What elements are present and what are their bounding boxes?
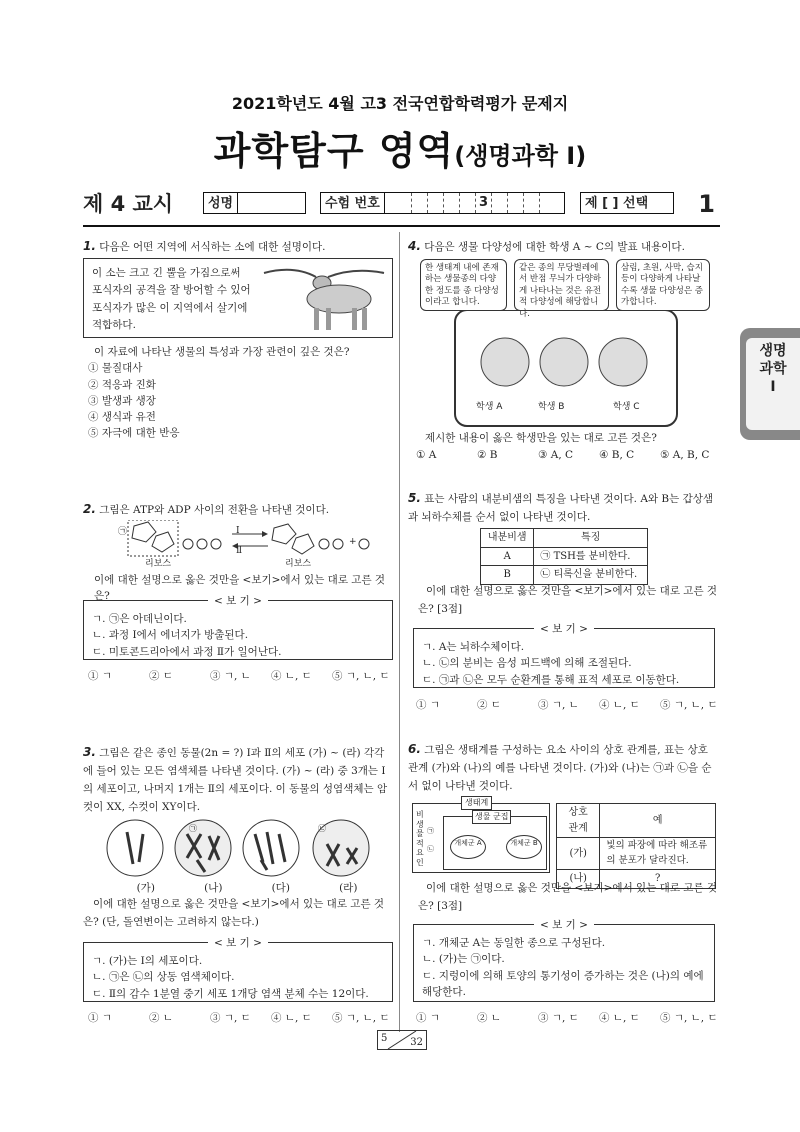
q4-bubble-c: 삼림, 초원, 사막, 습지 등이 다양하게 나타날수록 생물 다양성은 증가합니다.	[616, 259, 710, 311]
exam-number-digit: 3	[476, 193, 492, 213]
q2-answer-2[interactable]: ② ㄷ	[149, 670, 173, 682]
student-c-label: 학생 C	[613, 402, 640, 412]
q1-choice-4[interactable]: ④ 생식과 유전	[88, 411, 156, 424]
column-divider	[399, 232, 400, 1032]
q3-answer-2[interactable]: ② ㄴ	[149, 1012, 173, 1024]
q1-choice-3[interactable]: ③ 발생과 생장	[88, 394, 156, 407]
q2-bogi-box	[83, 595, 393, 660]
q3-bogi-title: < 보 기 >	[208, 937, 268, 949]
q4-number: 4.	[408, 239, 421, 253]
q4-answers	[416, 447, 721, 463]
q2-bogi-3: ㄷ. 미토콘드리아에서 과정 Ⅱ가 일어난다.	[92, 645, 282, 658]
q5-th-2: 특징	[534, 529, 648, 548]
q6-mark-2: ㉡	[427, 845, 434, 853]
q5-r2-c1: B	[481, 566, 534, 585]
q4-answer-5[interactable]: ⑤ A, B, C	[660, 449, 710, 461]
question-2	[83, 500, 393, 519]
q6-r1-c1: (가)	[557, 838, 600, 870]
q1-choice-1[interactable]: ① 물질대사	[88, 362, 143, 375]
q3-bogi-3: ㄷ. Ⅱ의 감수 1분열 중기 세포 1개당 염색 분체 수는 12이다.	[92, 987, 369, 1000]
q1-body	[88, 344, 393, 442]
cell-label-da: (다)	[271, 882, 290, 894]
q3-answer-1[interactable]: ① ㄱ	[88, 1012, 112, 1024]
q5-answer-4[interactable]: ④ ㄴ, ㄷ	[599, 699, 640, 711]
q6-bogi-2: ㄴ. (가)는 ㉠이다.	[422, 953, 505, 966]
atp-circled-mark: ㉠	[118, 527, 128, 537]
page-number: 1	[698, 190, 715, 218]
q6-answer-3[interactable]: ③ ㄱ, ㄷ	[538, 1012, 579, 1024]
abiotic-label: 비생물적 요인	[416, 810, 424, 867]
q6-r1-c2: 빛의 파장에 따라 해조류의 분포가 달라진다.	[600, 838, 716, 870]
population-b: 개체군 B	[506, 835, 542, 859]
q2-answers	[88, 668, 393, 684]
q5-bogi-2: ㄴ. ㉡의 분비는 음성 피드백에 의해 조절된다.	[422, 657, 632, 670]
q6-answer-5[interactable]: ⑤ ㄱ, ㄴ, ㄷ	[660, 1012, 718, 1024]
q3-cell-labels	[112, 880, 382, 896]
population-a: 개체군 A	[450, 835, 486, 859]
question-6	[408, 739, 720, 796]
q5-question: 이에 대한 설명으로 옳은 것만을 <보기>에서 있는 대로 고른 것은? [3점]	[418, 585, 718, 615]
q3-stem: 그림은 같은 종인 동물(2n = ?) Ⅰ과 Ⅱ의 세포 (가) ~ (라) 각각에 들어 있는 모든 염색체를 나타낸 것이다. (가) ~ (라) 중 3개는 Ⅰ의 세포이고, 나머지 1개는 Ⅱ의 세포이다. 이 동물의 성염색체는 암컷이 XX, 수컷이 XY이다.	[83, 747, 388, 813]
q2-answer-1[interactable]: ① ㄱ	[88, 670, 112, 682]
q3-mark-2: ㉡	[318, 824, 326, 833]
q4-answer-2[interactable]: ② B	[477, 449, 498, 461]
q6-stem: 그림은 생태계를 구성하는 요소 사이의 상호 관계를, 표는 상호 관계 (가)와 (나)의 예를 나타낸 것이다. (가)와 (나)는 ㉠과 ㉡을 순서 없이 나타낸 것이다.	[408, 744, 712, 792]
q3-question: 이에 대한 설명으로 옳은 것만을 <보기>에서 있는 대로 고른 것은? (단, 돌연변이는 고려하지 않는다.)	[83, 898, 385, 928]
process-1-label: Ⅰ	[236, 526, 240, 536]
community-label: 생물 군집	[472, 810, 511, 824]
q4-bubble-a: 한 생태계 내에 존재하는 생물종의 다양한 정도를 종 다양성이라고 합니다.	[420, 259, 507, 311]
elective-choice-label: 제 [ ] 선택	[585, 196, 649, 211]
q5-bogi-box	[413, 623, 715, 688]
process-2-label: Ⅱ	[236, 546, 243, 556]
q6-answer-2[interactable]: ② ㄴ	[477, 1012, 501, 1024]
exam-number-field[interactable]	[320, 192, 565, 214]
q5-th-1: 내분비샘	[481, 529, 534, 548]
q5-answer-5[interactable]: ⑤ ㄱ, ㄴ, ㄷ	[660, 699, 718, 711]
q4-answer-4[interactable]: ④ B, C	[599, 449, 635, 461]
ecosystem-diagram	[412, 798, 550, 873]
exam-title: 2021학년도 4월 고3 전국연합학력평가 문제지	[231, 94, 569, 113]
q3-answers	[88, 1010, 393, 1026]
q5-number: 5.	[408, 491, 421, 505]
student-b-label: 학생 B	[538, 402, 565, 412]
header-rule	[83, 225, 720, 227]
q6-answer-4[interactable]: ④ ㄴ, ㄷ	[599, 1012, 640, 1024]
q1-choice-2[interactable]: ② 적응과 진화	[88, 378, 156, 391]
q5-table	[480, 528, 648, 585]
q6-bogi-title: < 보 기 >	[534, 919, 594, 931]
q3-mark-1: ㉠	[189, 824, 197, 833]
q3-bogi-box	[83, 937, 393, 1002]
subject-area: 과학탐구 영역	[213, 129, 455, 173]
cow-illustration	[254, 263, 389, 335]
subject-name: (생명과학 Ⅰ)	[454, 142, 587, 170]
chromosome-cells-figure	[105, 818, 375, 880]
side-tab-line1: 생명	[759, 343, 787, 359]
page-total: 32	[410, 1037, 423, 1048]
q3-answer-4[interactable]: ④ ㄴ, ㄷ	[271, 1012, 312, 1024]
q6-r2-c1: (나)	[557, 870, 600, 889]
q6-answer-1[interactable]: ① ㄱ	[416, 1012, 440, 1024]
q4-question: 제시한 내용이 옳은 학생만을 있는 대로 고른 것은?	[425, 432, 657, 444]
q3-bogi-2: ㄴ. ㉠은 ㉡의 상동 염색체이다.	[92, 971, 235, 984]
main-title	[0, 122, 800, 181]
q1-info-box	[83, 258, 393, 338]
q2-number: 2.	[83, 502, 96, 516]
q5-answer-2[interactable]: ② ㄷ	[477, 699, 501, 711]
question-3	[83, 742, 393, 816]
community-box	[443, 812, 547, 870]
q1-choice-5[interactable]: ⑤ 자극에 대한 반응	[88, 427, 180, 440]
cell-label-ra: (라)	[339, 882, 358, 894]
q5-bogi-3: ㄷ. ㉠과 ㉡은 모두 순환계를 통해 표적 세포로 이동한다.	[422, 673, 680, 686]
q5-answers	[416, 697, 721, 713]
page-indicator	[377, 1030, 427, 1050]
q5-stem: 표는 사람의 내분비샘의 특징을 나타낸 것이다. A와 B는 갑상샘과 뇌하수체를 순서 없이 나타낸 것이다.	[408, 493, 714, 523]
side-tab-line2: 과학	[759, 361, 787, 377]
q3-answer-3[interactable]: ③ ㄱ, ㄷ	[210, 1012, 251, 1024]
q5-bogi-1: ㄱ. A는 뇌하수체이다.	[422, 641, 525, 653]
exam-header-row	[83, 188, 723, 218]
name-label: 성명	[204, 193, 238, 213]
q5-answer-3[interactable]: ③ ㄱ, ㄴ	[538, 699, 579, 711]
q3-bogi-1: ㄱ. (가)는 Ⅰ의 세포이다.	[92, 955, 203, 967]
cell-label-na: (나)	[204, 882, 223, 894]
question-1	[83, 237, 393, 256]
ribose-label-2: 리보스	[285, 559, 312, 569]
q5-answer-1[interactable]: ① ㄱ	[416, 699, 440, 711]
student-a-label: 학생 A	[476, 402, 503, 412]
q2-answer-5[interactable]: ⑤ ㄱ, ㄴ, ㄷ	[332, 670, 390, 682]
q5-r2-c2: ㉡ 티록신을 분비한다.	[534, 566, 648, 585]
name-field[interactable]	[203, 192, 306, 214]
ribose-label-1: 리보스	[145, 559, 172, 569]
exam-number-digits	[396, 193, 556, 213]
q1-box-text: 이 소는 크고 긴 뿔을 가짐으로써 포식자의 공격을 잘 방어할 수 있어 포식자가 많은 이 지역에서 살기에 적합하다.	[92, 267, 251, 331]
q2-bogi-title: < 보 기 >	[208, 595, 268, 607]
side-tab-line3: Ⅰ	[770, 379, 776, 395]
q2-bogi-1: ㄱ. ㉠은 아데닌이다.	[92, 613, 187, 625]
q1-question: 이 자료에 나타난 생물의 특성과 가장 관련이 깊은 것은?	[94, 346, 350, 358]
q5-r1-c1: A	[481, 547, 534, 566]
q2-stem: 그림은 ATP와 ADP 사이의 전환을 나타낸 것이다.	[99, 504, 330, 516]
q5-bogi-title: < 보 기 >	[534, 623, 594, 635]
q6-number: 6.	[408, 742, 421, 756]
cell-label-ga: (가)	[136, 882, 155, 894]
q3-answer-5[interactable]: ⑤ ㄱ, ㄴ, ㄷ	[332, 1012, 390, 1024]
q2-bogi-2: ㄴ. 과정 Ⅰ에서 에너지가 방출된다.	[92, 629, 249, 642]
q6-answers	[416, 1010, 721, 1026]
q4-stem: 다음은 생물 다양성에 대한 학생 A ~ C의 발표 내용이다.	[424, 241, 685, 253]
q1-stem: 다음은 어떤 지역에 서식하는 소에 대한 설명이다.	[99, 241, 326, 253]
q2-answer-3[interactable]: ③ ㄱ, ㄴ	[210, 670, 251, 682]
period-label: 제 4 교시	[83, 192, 174, 216]
q4-answer-3[interactable]: ③ A, C	[538, 449, 574, 461]
q4-bubble-b: 같은 종의 무당벌레에서 반점 무늬가 다양하게 나타나는 것은 유전적 다양성에 해당합니다.	[514, 259, 609, 311]
q6-question: 이에 대한 설명으로 옳은 것만을 <보기>에서 있는 대로 고른 것은? [3점]	[418, 882, 718, 912]
q5-r1-c2: ㉠ TSH를 분비한다.	[534, 547, 648, 566]
q6-table	[556, 803, 716, 889]
q6-mark-1: ㉠	[427, 827, 434, 835]
q6-bogi-3: ㄷ. 지렁이에 의해 토양의 통기성이 증가하는 것은 (나)의 예에 해당한다.	[422, 969, 704, 998]
plus-sign: +	[349, 537, 357, 547]
q6-th-2: 예	[600, 804, 716, 838]
exam-number-label: 수험 번호	[321, 193, 385, 213]
q2-question: 이에 대한 설명으로 옳은 것만을 <보기>에서 있는 대로 고른 것은?	[94, 574, 386, 603]
elective-choice-box[interactable]	[580, 192, 674, 214]
subject-side-tab	[740, 328, 800, 440]
q6-bogi-box	[413, 919, 715, 1002]
question-5	[408, 488, 720, 527]
ecosystem-label: 생태계	[461, 796, 492, 810]
q3-number: 3.	[83, 745, 96, 759]
question-4	[408, 237, 720, 256]
page-current: 5	[381, 1033, 388, 1044]
q6-th-1: 상호 관계	[557, 804, 600, 838]
q4-answer-1[interactable]: ① A	[416, 449, 437, 461]
q2-answer-4[interactable]: ④ ㄴ, ㄷ	[271, 670, 312, 682]
q6-r2-c2: ?	[600, 870, 716, 889]
q6-bogi-1: ㄱ. 개체군 A는 동일한 종으로 구성된다.	[422, 937, 606, 949]
q1-number: 1.	[83, 239, 96, 253]
